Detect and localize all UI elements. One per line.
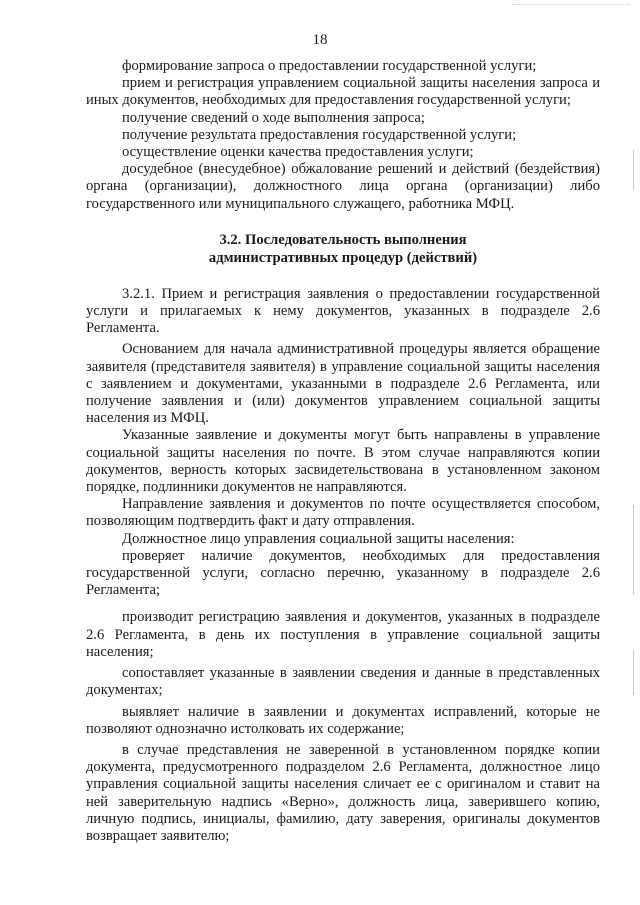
- list-item: получение сведений о ходе выполнения запроса;: [122, 109, 425, 126]
- scan-edge-line: [633, 505, 634, 595]
- paragraph: 3.2.1. Прием и регистрация заявления о предоставлении государственной услуги и прилагаемых к нему документов, указанных в подразделе 2.6 Регламента.: [86, 285, 600, 337]
- paragraph: производит регистрацию заявления и документов, указанных в подразделе 2.6 Регламента, в день их поступления в управление социальной защиты населения;: [86, 609, 600, 660]
- list-item: осуществление оценки качества предоставления услуги;: [122, 144, 474, 161]
- paragraph: Указанные заявление и документы могут быть направлены в управление социальной защиты населения по почте. В этом случае направляются копии документов, верность которых засвидетельствована в установленном законом порядке, подлинники документов не направляются.: [86, 427, 600, 496]
- scan-edge-line: [633, 650, 634, 695]
- page-number: 18: [312, 32, 328, 48]
- section-heading-line: 3.2. Последовательность выполнения: [219, 231, 467, 248]
- document-body: [86, 58, 600, 845]
- paragraph: Направление заявления и документов по почте осуществляется способом, позволяющим подтвердить факт и дату отправления.: [86, 496, 600, 530]
- paragraph: проверяет наличие документов, необходимых для предоставления государственной услуги, согласно перечню, указанному в подразделе 2.6 Регламента;: [86, 547, 600, 599]
- section-heading-line: административных процедур (действий): [208, 249, 478, 266]
- paragraph: сопоставляет указанные в заявлении сведения и данные в представленных документах;: [86, 665, 600, 699]
- paragraph: в случае представления не заверенной в установленном порядке копии документа, предусмотренного подразделом 2.6 Регламента, должностное лицо управления социальной защиты населения сличает ее с оригиналом и ставит на ней заверительную надпись «Верно», должность лица, заверившего копию, личную подпись, инициалы, фамилию, дату заверения, оригиналы документов возвращает заявителю;: [86, 741, 600, 844]
- paragraph: Должностное лицо управления социальной защиты населения:: [122, 530, 515, 547]
- section-heading: [86, 231, 600, 267]
- scan-edge-line: [633, 150, 634, 190]
- paragraph: выявляет наличие в заявлении и документах исправлений, которые не позволяют однозначно истолковать их содержание;: [86, 703, 600, 737]
- list-item: прием и регистрация управлением социальной защиты населения запроса и иных документов, необходимых для предоставления государственной услуги;: [86, 75, 600, 109]
- list-item: формирование запроса о предоставлении государственной услуги;: [122, 58, 537, 74]
- paragraph: Основанием для начала административной процедуры является обращение заявителя (представителя заявителя) в управление социальной защиты населения с заявлением и документами, указанными в подразделе 2.6 Регламента, или получение заявления и (или) документов управлением социальной защиты населения из МФЦ.: [86, 341, 600, 427]
- scan-artifact: [512, 4, 630, 6]
- list-item: получение результата предоставления государственной услуги;: [122, 126, 517, 143]
- list-item: досудебное (внесудебное) обжалование решений и действий (бездействия) органа (организации), должностного лица органа (организации) либо государственного или муниципального служащего, работника МФЦ.: [86, 161, 600, 212]
